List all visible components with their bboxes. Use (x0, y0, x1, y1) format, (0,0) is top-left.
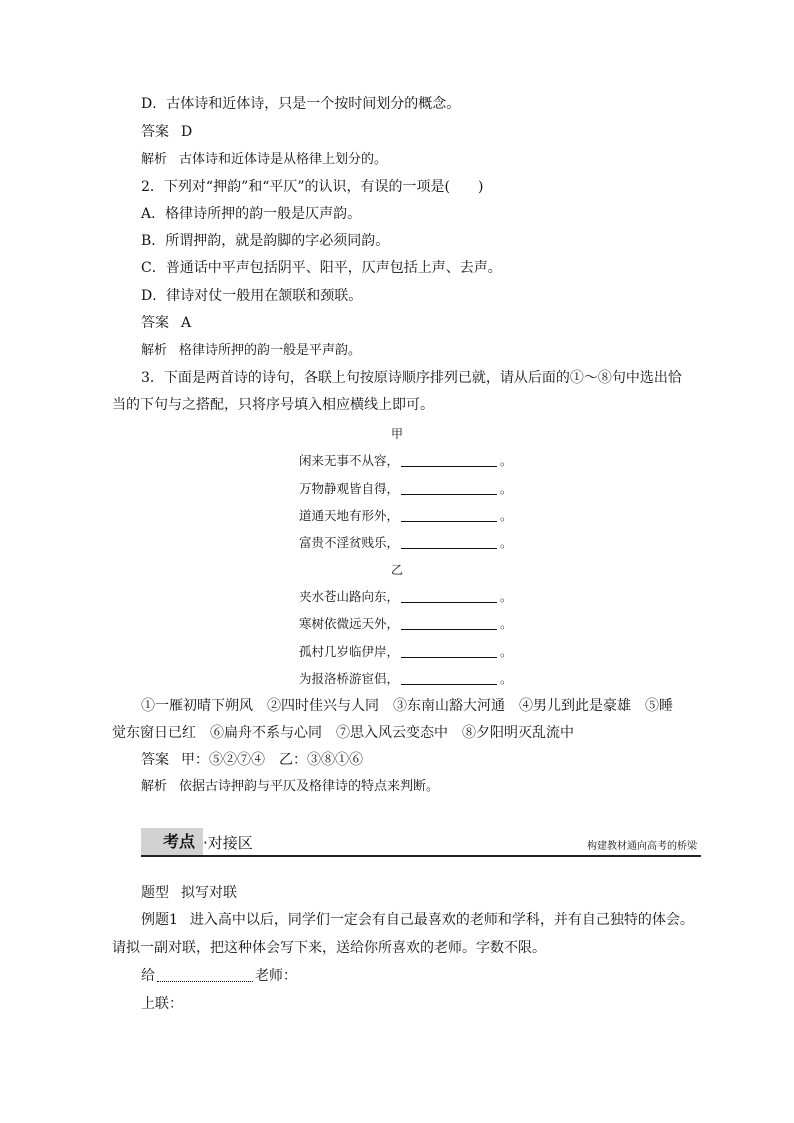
q2-option-c: C．普通话中平声包括阴平、阳平，仄声包括上声、去声。 (141, 260, 502, 276)
q3-question-line2: 当的下句与之搭配，只将序号填入相应横线上即可。 (112, 397, 434, 413)
answer-blank[interactable] (401, 616, 497, 630)
answer-value: 甲：⑤②⑦④ 乙：③⑧①⑥ (181, 752, 363, 768)
answer-blank[interactable] (401, 453, 497, 467)
example-line1 (141, 910, 694, 930)
poem-a-line (299, 452, 513, 470)
answer-blank[interactable] (401, 671, 497, 685)
example-text: 进入高中以后，同学们一定会有自己最喜欢的老师和学科，并有自己独特的体会。 (189, 912, 694, 928)
poem-a-line (299, 534, 513, 552)
q3-choices-line2: 觉东窗日已红 ⑥扁舟不系与心同 ⑦思入风云变态中 ⑧夕阳明灭乱流中 (112, 725, 574, 741)
answer-blank[interactable] (401, 644, 497, 658)
poem-a-line (299, 507, 513, 525)
banner-tagline: 构建教材通向高考的桥梁 (587, 841, 697, 852)
period: 。 (500, 589, 513, 604)
answer-blank[interactable] (401, 481, 497, 495)
poem-b-line (299, 670, 513, 688)
poem-b-line-text: 夹水苍山路向东， (299, 589, 400, 604)
analysis-label: 解析 (141, 152, 168, 167)
banner-title: 考点 (163, 832, 196, 851)
example-line2: 请拟一副对联，把这种体会写下来，送给你所喜欢的老师。字数不限。 (112, 940, 546, 956)
answer-value: A (181, 315, 192, 331)
q3-choices-line1: ①一雁初晴下朔风 ②四时佳兴与人同 ③东南山豁大河通 ④男儿到此是豪雄 ⑤睡 (141, 698, 673, 714)
answer-value: D (181, 124, 193, 140)
banner-subtitle: ·对接区 (203, 834, 253, 852)
poem-b-line (299, 588, 513, 606)
poem-a-line-text: 闲来无事不从容， (299, 453, 400, 468)
poem-a-line (299, 480, 513, 498)
analysis-text: 依据古诗押韵与平仄及格律诗的特点来判断。 (179, 779, 440, 794)
q3-answer (141, 750, 363, 770)
poem-b-title: 乙 (390, 563, 403, 577)
section-banner (141, 828, 701, 858)
type-label: 题型 (141, 885, 169, 901)
poem-b-line (299, 615, 513, 633)
answer-label: 答案 (141, 752, 169, 768)
analysis-text: 格律诗所押的韵一般是平声韵。 (179, 343, 362, 358)
q2-answer (141, 313, 191, 333)
poem-a-line-text: 万物静观皆自得， (299, 481, 400, 496)
give-text: 给 (141, 968, 155, 984)
q2-analysis (141, 341, 361, 361)
analysis-label: 解析 (141, 779, 168, 794)
q3-question-line1: 3．下面是两首诗的诗句，各联上句按原诗顺序排列已就，请从后面的①～⑧句中选出恰 (141, 370, 682, 386)
period: 。 (500, 671, 513, 686)
analysis-label: 解析 (141, 343, 168, 358)
teacher-name-blank[interactable] (157, 967, 253, 982)
poem-a-title: 甲 (390, 427, 403, 441)
answer-label: 答案 (141, 315, 169, 331)
answer-blank[interactable] (401, 508, 497, 522)
type-value: 拟写对联 (181, 885, 237, 901)
period: 。 (500, 508, 513, 523)
banner-rule (141, 855, 701, 857)
upper-couplet-label: 上联： (141, 996, 183, 1012)
q2-question: 2．下列对“押韵”和“平仄”的认识，有误的一项是( ) (141, 179, 484, 195)
q1-option-d: D．古体诗和近体诗，只是一个按时间划分的概念。 (141, 96, 461, 112)
q1-analysis (141, 150, 387, 170)
q2-option-a: A．格律诗所押的韵一般是仄声韵。 (141, 206, 362, 222)
period: 。 (500, 453, 513, 468)
q2-option-b: B．所谓押韵，就是韵脚的字必须同韵。 (141, 233, 390, 249)
q3-analysis (141, 777, 439, 797)
poem-b-line-text: 为报洛桥游宦侣， (299, 671, 400, 686)
analysis-text: 古体诗和近体诗是从格律上划分的。 (179, 152, 388, 167)
period: 。 (500, 644, 513, 659)
poem-b-line (299, 643, 513, 661)
q1-answer (141, 122, 192, 142)
period: 。 (500, 481, 513, 496)
period: 。 (500, 535, 513, 550)
question-type (141, 883, 237, 903)
poem-a-line-text: 富贵不淫贫贱乐， (299, 535, 400, 550)
q2-option-d: D．律诗对仗一般用在颔联和颈联。 (141, 288, 363, 304)
example-label: 例题1 (141, 912, 178, 928)
answer-blank[interactable] (401, 589, 497, 603)
teacher-text: 老师： (255, 968, 297, 984)
answer-label: 答案 (141, 124, 169, 140)
poem-a-line-text: 道通天地有形外， (299, 508, 400, 523)
poem-b-line-text: 寒树依微远天外， (299, 616, 400, 631)
answer-blank[interactable] (401, 535, 497, 549)
poem-b-line-text: 孤村几岁临伊岸， (299, 644, 400, 659)
give-teacher-line (141, 966, 297, 986)
period: 。 (500, 616, 513, 631)
